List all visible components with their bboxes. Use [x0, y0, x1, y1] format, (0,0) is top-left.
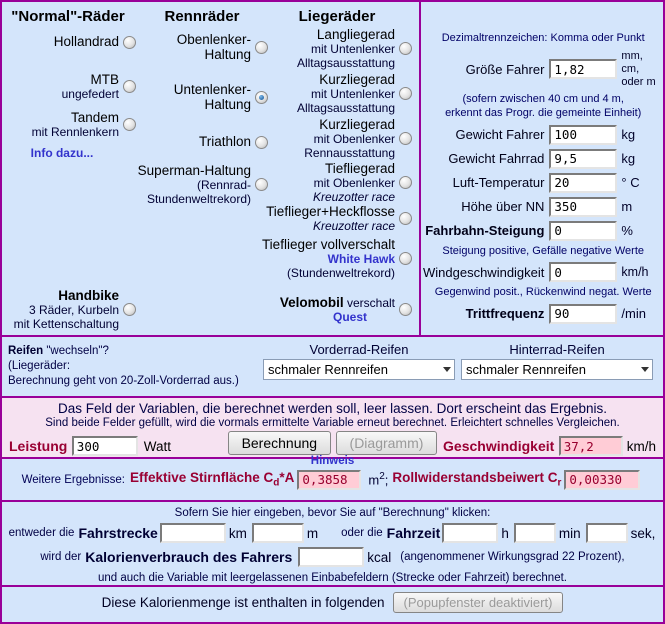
dropdown-arrow-icon: [637, 360, 652, 379]
front-tire-header: Vorderrad-Reifen: [309, 342, 409, 357]
radio-kurzliegerad-unten[interactable]: [399, 87, 412, 100]
tire-note-line3: Berechnung geht von 20-Zoll-Vorderrad aus.): [8, 375, 239, 387]
fahrzeit-label: Fahrzeit: [386, 525, 441, 541]
temperatur-input[interactable]: [549, 173, 617, 193]
gewicht-fahrrad-unit: kg: [621, 151, 636, 166]
decimal-note: Dezimaltrennzeichen: Komma oder Punkt: [441, 32, 645, 44]
bike-option-hollandrad[interactable]: [4, 33, 136, 51]
fahrstrecke-label: Fahrstrecke: [78, 525, 158, 541]
bike-option-langliegerad[interactable]: [242, 27, 412, 70]
option-sublabel: mit Untenlenker: [310, 42, 395, 56]
radio-velomobil[interactable]: [399, 303, 412, 316]
param-row-steigung: [423, 221, 663, 241]
param-row-temperatur: [423, 173, 663, 193]
groesse-label: Größe Fahrer: [465, 61, 545, 77]
option-label: Kurzliegerad: [319, 72, 395, 87]
diagramm-button-disabled: (Diagramm): [336, 431, 438, 455]
unit-note-2: erkennt das Progr. die gemeinte Einheit): [445, 107, 642, 119]
kalorien-note: (angenommener Wirkungsgrad 22 Prozent),: [400, 551, 625, 563]
hoehe-input[interactable]: [549, 197, 617, 217]
radio-tieflieger-vollverschalt[interactable]: [399, 252, 412, 265]
trittfrequenz-link[interactable]: Trittfrequenz: [465, 306, 545, 321]
rear-tire-select[interactable]: [461, 359, 653, 380]
cda-unit: $m^2$;: [368, 471, 389, 488]
option-sublabel: mit Obenlenker: [313, 176, 395, 190]
white-hawk-link[interactable]: White Hawk: [327, 252, 395, 266]
tire-note-bold: Reifen: [8, 345, 44, 357]
bottom-section: [2, 585, 663, 618]
radio-langliegerad[interactable]: [399, 42, 412, 55]
quest-link[interactable]: Quest: [332, 310, 367, 324]
fahrzeit-min-input[interactable]: [514, 523, 556, 543]
option-label: Tandem: [70, 110, 119, 125]
option-sublabel: Rennausstattung: [304, 146, 395, 160]
dropdown-arrow-icon: [439, 360, 454, 379]
gewicht-fahrer-unit: kg: [621, 127, 636, 142]
rear-tire-value: schmaler Rennreifen: [466, 362, 586, 377]
temperatur-unit: ° C: [621, 175, 640, 190]
radio-tieflieger-heckflosse[interactable]: [399, 212, 412, 225]
option-sublabel: mit Rennlenkern: [31, 125, 119, 139]
bike-option-tieflieger-vollverschalt[interactable]: [242, 237, 412, 280]
front-tire-value: schmaler Rennreifen: [268, 362, 388, 377]
option-sublabel: (Stundenweltrekord): [286, 266, 395, 280]
temperatur-label: Luft-Temperatur: [452, 175, 545, 190]
sek-unit: sek,: [630, 525, 656, 541]
prefix-entweder: entweder die: [8, 527, 75, 539]
unit-note-1: (sofern zwischen 40 cm und 4 m,: [462, 92, 624, 105]
radio-handbike[interactable]: [123, 303, 136, 316]
trittfrequenz-unit: /min: [621, 306, 646, 321]
gewicht-fahrer-label: Gewicht Fahrer: [455, 127, 545, 142]
cr-value-field[interactable]: [564, 470, 640, 490]
option-label: Kurzliegerad: [319, 117, 395, 132]
rear-tire-column: [458, 342, 656, 380]
steigung-note: Steigung positive, Gefälle negative Werte: [442, 244, 644, 257]
groesse-input[interactable]: [549, 59, 617, 79]
radio-tandem[interactable]: [123, 118, 136, 131]
distance-time-row: [2, 523, 663, 543]
calories-row: [2, 547, 663, 567]
option-label: Handbike: [58, 288, 119, 303]
kalorien-input[interactable]: [298, 547, 364, 567]
option-label: Langliegerad: [316, 27, 395, 42]
option-sublabel: Kreuzotter race: [312, 190, 395, 204]
gewicht-fahrrad-input[interactable]: [549, 149, 617, 169]
front-tire-select[interactable]: [263, 359, 455, 380]
distance-header: Sofern Sie hier eingeben, bevor Sie auf "Berechnung" klicken:: [174, 507, 491, 519]
option-sublabel: mit Obenlenker: [313, 132, 395, 146]
option-sublabel: Alltagsausstattung: [296, 101, 395, 115]
kalorien-label: Kalorienverbrauch des Fahrers: [85, 549, 293, 565]
km-unit: km: [228, 525, 247, 541]
column-header-rennraeder: Rennräder: [164, 8, 240, 25]
groesse-unit: mm, cm, oder m: [621, 49, 656, 88]
cr-label: Rollwiderstandsbeiwert $C_r$: [392, 470, 562, 489]
bike-option-tiefliegerad[interactable]: [242, 161, 412, 204]
tire-section: [2, 335, 663, 396]
m-unit: m: [306, 525, 319, 541]
prefix-wird-der: wird der: [40, 551, 82, 563]
kcal-unit: kcal: [367, 549, 392, 565]
option-label: Velomobil: [279, 295, 344, 310]
front-tire-column: [260, 342, 458, 380]
param-row-wind: [423, 262, 663, 282]
rear-tire-header: Hinterrad-Reifen: [509, 342, 605, 357]
cda-label: Effektive Stirnfläche $C_d*A$: [129, 470, 295, 489]
geschwindigkeit-label: Geschwindigkeit: [443, 438, 555, 454]
bike-selection-and-params: [2, 2, 663, 335]
param-row-gewicht-fahrrad: [423, 149, 663, 169]
parameter-panel: [419, 2, 665, 335]
kalorienmenge-label: Diese Kalorienmenge ist enthalten in folgenden: [101, 595, 385, 610]
instruction-line-1: Das Feld der Variablen, die berechnet werden soll, leer lassen. Dort erscheint das Ergebnis.: [57, 401, 608, 416]
option-label: Untenlenker-: [173, 82, 251, 97]
param-row-groesse: [423, 50, 663, 89]
column-header-normal-raeder: "Normal"-Räder: [11, 8, 125, 25]
tire-note-line2: (Liegeräder:: [8, 360, 71, 372]
steigung-link[interactable]: Fahrbahn-Steigung: [425, 223, 545, 238]
param-row-gewicht-fahrer: [423, 125, 663, 145]
radio-kurzliegerad-oben[interactable]: [399, 132, 412, 145]
option-sublabel: 3 Räder, Kurbeln: [28, 303, 119, 317]
option-label: Superman-Haltung: [137, 163, 251, 178]
h-unit: h: [501, 525, 509, 541]
option-sublabel: mit Untenlenker: [310, 87, 395, 101]
param-row-hoehe: [423, 197, 663, 217]
option-label: Obenlenker-: [176, 32, 251, 47]
geschwindigkeit-unit: km/h: [626, 438, 656, 454]
bike-option-tandem[interactable]: [4, 110, 136, 139]
bike-option-kurzliegerad-unten[interactable]: [242, 72, 412, 115]
wind-unit: km/h: [621, 264, 649, 279]
hoehe-unit: m: [621, 199, 633, 214]
option-label: Tiefliegerad: [324, 161, 395, 176]
option-label: Haltung: [204, 47, 251, 62]
hinweis-link[interactable]: Hinweis: [310, 455, 355, 467]
param-row-trittfrequenz: [423, 304, 663, 324]
column-header-liegeraeder: Liegeräder: [298, 8, 376, 25]
option-sublabel: ungefedert: [61, 87, 119, 101]
fahrstrecke-km-input[interactable]: [160, 523, 226, 543]
bike-option-mtb[interactable]: [4, 72, 136, 101]
option-sublabel: verschalt: [343, 296, 395, 310]
distance-section: [2, 500, 663, 585]
option-sublabel: Alltagsausstattung: [296, 56, 395, 70]
info-dazu-link[interactable]: Info dazu...: [30, 146, 94, 160]
steigung-unit: %: [621, 223, 633, 238]
results-prefix: Weitere Ergebnisse:: [21, 473, 125, 486]
bike-option-handbike[interactable]: [4, 288, 136, 331]
popup-deaktiviert-button: (Popupfenster deaktiviert): [393, 592, 564, 613]
calculation-section: [2, 396, 663, 467]
trittfrequenz-input[interactable]: [549, 304, 617, 324]
bike-option-kurzliegerad-oben[interactable]: [242, 117, 412, 160]
hoehe-label: Höhe über NN: [461, 199, 545, 214]
leistung-label: Leistung: [9, 438, 68, 454]
wind-input[interactable]: [549, 262, 617, 282]
geschwindigkeit-group: [443, 436, 656, 456]
berechnung-button[interactable]: Berechnung: [228, 431, 332, 455]
steigung-input[interactable]: [549, 221, 617, 241]
instruction-line-2: Sind beide Felder gefüllt, wird die vormals ermittelte Variable erneut berechnet. Erleichtert schnelles Vergleichen.: [45, 417, 620, 429]
option-sublabel: mit Kettenschaltung: [13, 317, 119, 331]
leistung-unit: Watt: [143, 438, 172, 454]
option-sublabel: Stundenweltrekord): [146, 192, 251, 206]
option-label: Tieflieger+Heckflosse: [266, 204, 395, 219]
min-unit: min: [558, 525, 581, 541]
option-label: Tieflieger vollverschalt: [261, 237, 395, 252]
cda-value-field[interactable]: [297, 470, 361, 490]
bike-option-velomobil[interactable]: [242, 295, 412, 324]
fahrstrecke-m-input[interactable]: [252, 523, 304, 543]
bike-type-area: [2, 2, 419, 335]
distance-footer: und auch die Variable mit leergelassenen Einbabefeldern (Strecke oder Fahrzeit) berechnet.: [97, 572, 567, 584]
fahrzeit-h-input[interactable]: [442, 523, 498, 543]
wind-note: Gegenwind posit., Rückenwind negat. Werte: [434, 286, 652, 298]
gewicht-fahrrad-label: Gewicht Fahrrad: [448, 151, 545, 166]
geschwindigkeit-input[interactable]: [559, 436, 623, 456]
radio-tiefliegerad[interactable]: [399, 176, 412, 189]
wind-label: Windgeschwindigkeit: [423, 264, 545, 280]
tire-note: Reifen "wechseln"? (Liegeräder: Berechnung geht von 20-Zoll-Vorderrad aus.): [8, 345, 239, 387]
option-label: MTB: [90, 72, 119, 87]
option-sublabel: Kreuzotter race: [312, 219, 395, 233]
option-label: Hollandrad: [53, 34, 119, 49]
fahrzeit-sek-input[interactable]: [586, 523, 628, 543]
gewicht-fahrer-input[interactable]: [549, 125, 617, 145]
bike-option-tieflieger-heckflosse[interactable]: [242, 204, 412, 233]
option-label: Triathlon: [198, 134, 251, 149]
option-sublabel: (Rennrad-: [196, 178, 251, 192]
prefix-oder: oder die: [341, 527, 383, 539]
option-label: Haltung: [204, 97, 251, 112]
